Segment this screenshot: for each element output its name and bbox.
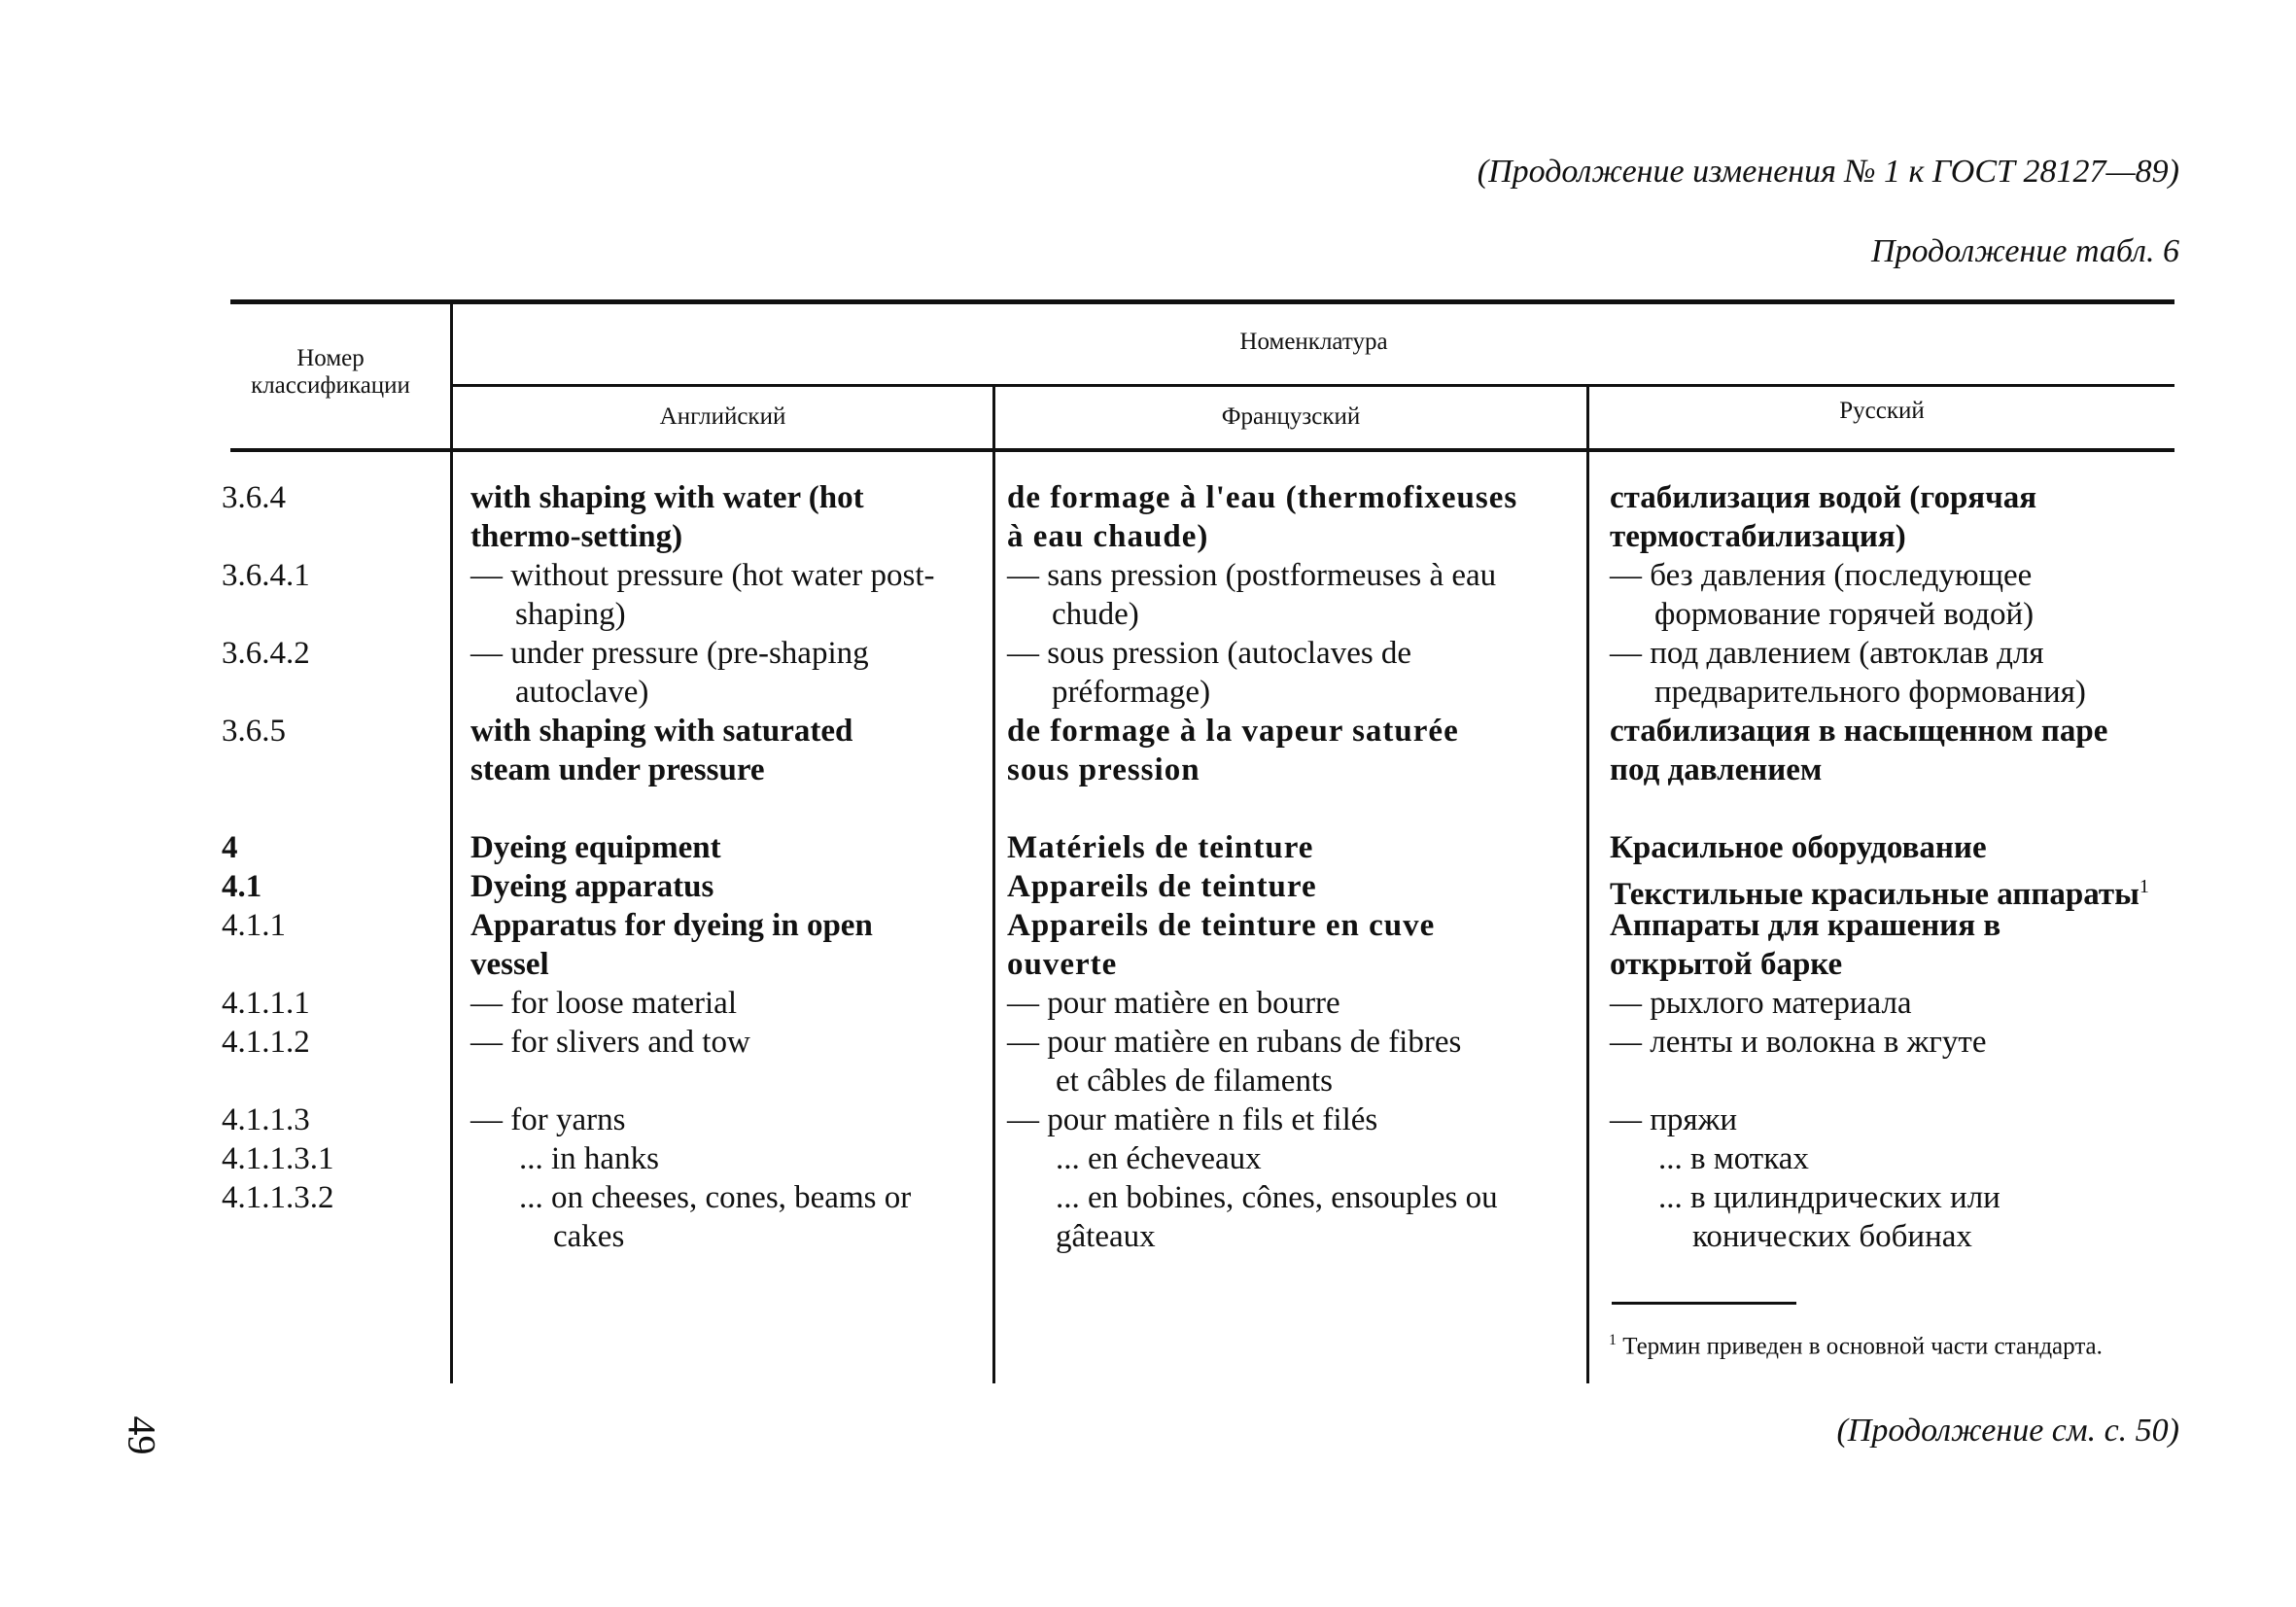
- table-row: [0, 634, 2296, 673]
- term-russian: ... в мотках: [1658, 1141, 1809, 1176]
- table-continuation-label: Продолжение табл. 6: [1870, 233, 2179, 269]
- table-row: [0, 1062, 2296, 1100]
- term-english: with shaping with water (hot: [470, 480, 864, 515]
- term-french: — sous pression (autoclaves de: [1007, 636, 1412, 671]
- term-english: thermo-setting): [470, 519, 683, 554]
- term-french: ... en bobines, cônes, ensouples ou: [1056, 1180, 1498, 1215]
- table-row: [0, 1100, 2296, 1139]
- term-english: ... in hanks: [519, 1141, 659, 1176]
- classification-number: 4.1.1.3.1: [222, 1141, 334, 1176]
- page-continuation-footer: (Продолжение см. с. 50): [1836, 1413, 2179, 1449]
- table-row: [0, 1178, 2296, 1217]
- table-row: [0, 945, 2296, 984]
- term-russian: — ленты и волокна в жгуте: [1610, 1025, 1987, 1060]
- classification-number: 3.6.5: [222, 714, 286, 749]
- term-english: — under pressure (pre-shaping: [470, 636, 869, 671]
- table-row: [0, 751, 2296, 789]
- term-russian: стабилизация в насыщенном паре: [1610, 714, 2108, 749]
- table-top-rule: [230, 299, 2174, 304]
- term-french: gâteaux: [1056, 1219, 1156, 1254]
- classification-number: 3.6.4.2: [222, 636, 310, 671]
- term-russian: формование горячей водой): [1654, 597, 2035, 632]
- term-russian: — под давлением (автоклав для: [1610, 636, 2044, 671]
- footnote: [1609, 1332, 2103, 1360]
- term-russian: — пряжи: [1610, 1102, 1738, 1137]
- table-row: [0, 556, 2296, 595]
- term-french: à eau chaude): [1007, 519, 1209, 554]
- term-english: steam under pressure: [470, 752, 765, 787]
- term-russian: термостабилизация): [1610, 519, 1906, 554]
- term-russian: предварительного формования): [1654, 675, 2086, 710]
- footnote-marker: 1: [1609, 1332, 1617, 1348]
- header-bottom-rule: [230, 448, 2174, 452]
- term-russian: Красильное оборудование: [1610, 830, 1987, 865]
- term-french: sous pression: [1007, 752, 1200, 787]
- term-french: et câbles de filaments: [1056, 1064, 1333, 1099]
- header-sub-rule: [452, 384, 2174, 387]
- table-row: [0, 673, 2296, 712]
- term-english: — for slivers and tow: [470, 1025, 750, 1060]
- term-english: autoclave): [515, 675, 649, 710]
- term-french: — pour matière n fils et filés: [1007, 1102, 1378, 1137]
- footnote-text: Термин приведен в основной части стандарта.: [1622, 1333, 2103, 1360]
- header-english: Английский: [659, 403, 786, 430]
- table-row: [0, 867, 2296, 912]
- term-english: ... on cheeses, cones, beams or: [519, 1180, 912, 1215]
- table-row: [0, 1217, 2296, 1256]
- header-number-classification: Номер классификации: [251, 345, 410, 399]
- term-russian: стабилизация водой (горячая: [1610, 480, 2037, 515]
- term-russian: конических бобинах: [1692, 1219, 1972, 1254]
- header-russian: Русский: [1839, 398, 1925, 424]
- term-french: préformage): [1052, 675, 1211, 710]
- term-english: with shaping with saturated: [470, 714, 853, 749]
- table-row: [0, 984, 2296, 1023]
- term-russian: открытой барке: [1610, 947, 1843, 982]
- term-english: vessel: [470, 947, 549, 982]
- term-french: chude): [1052, 597, 1139, 632]
- term-english: Apparatus for dyeing in open: [470, 908, 873, 943]
- classification-number: 4.1.1.3.2: [222, 1180, 334, 1215]
- table-row: [0, 906, 2296, 945]
- term-russian: — рыхлого материала: [1610, 986, 1912, 1021]
- header-nomenclature: Номенклатура: [1239, 329, 1388, 355]
- term-russian: — без давления (последующее: [1610, 558, 2033, 593]
- table-row: [0, 1139, 2296, 1178]
- term-french: ... en écheveaux: [1056, 1141, 1262, 1176]
- document-continuation-header: (Продолжение изменения № 1 к ГОСТ 28127—89): [1477, 154, 2179, 190]
- term-french: — pour matière en rubans de fibres: [1007, 1025, 1462, 1060]
- table-row: [0, 517, 2296, 556]
- table-row: [0, 712, 2296, 751]
- term-russian: Аппараты для крашения в: [1610, 908, 2001, 943]
- term-french: Matériels de teinture: [1007, 830, 1314, 865]
- term-french: Appareils de teinture: [1007, 869, 1317, 904]
- term-english: — for yarns: [470, 1102, 626, 1137]
- classification-number: 4.1: [222, 869, 262, 904]
- term-english: cakes: [553, 1219, 625, 1254]
- term-french: — sans pression (postformeuses à eau: [1007, 558, 1497, 593]
- classification-number: 4: [222, 830, 238, 865]
- term-english: — for loose material: [470, 986, 737, 1021]
- term-russian-text: Текстильные красильные аппараты: [1610, 877, 2139, 912]
- header-french: Французский: [1221, 403, 1361, 430]
- term-french: Appareils de teinture en cuve: [1007, 908, 1436, 943]
- classification-number: 4.1.1.3: [222, 1102, 310, 1137]
- term-french: de formage à l'eau (thermofixeuses: [1007, 480, 1518, 515]
- classification-number: 4.1.1.1: [222, 986, 310, 1021]
- term-english: Dyeing equipment: [470, 830, 721, 865]
- term-french: ouverte: [1007, 947, 1118, 982]
- term-english: — without pressure (hot water post-: [470, 558, 935, 593]
- footnote-separator: [1612, 1302, 1796, 1305]
- term-russian: ... в цилиндрических или: [1658, 1180, 2000, 1215]
- term-english: shaping): [515, 597, 626, 632]
- term-russian: под давлением: [1610, 752, 1823, 787]
- table-row: [0, 828, 2296, 867]
- classification-number: 4.1.1: [222, 908, 286, 943]
- page-number: 49: [120, 1415, 164, 1455]
- classification-number: 4.1.1.2: [222, 1025, 310, 1060]
- footnote-reference: 1: [2139, 876, 2149, 897]
- table-row: [0, 595, 2296, 634]
- term-english: Dyeing apparatus: [470, 869, 714, 904]
- term-french: de formage à la vapeur saturée: [1007, 714, 1459, 749]
- term-french: — pour matière en bourre: [1007, 986, 1340, 1021]
- table-row: [0, 478, 2296, 517]
- table-row: [0, 1023, 2296, 1062]
- classification-number: 3.6.4: [222, 480, 286, 515]
- classification-number: 3.6.4.1: [222, 558, 310, 593]
